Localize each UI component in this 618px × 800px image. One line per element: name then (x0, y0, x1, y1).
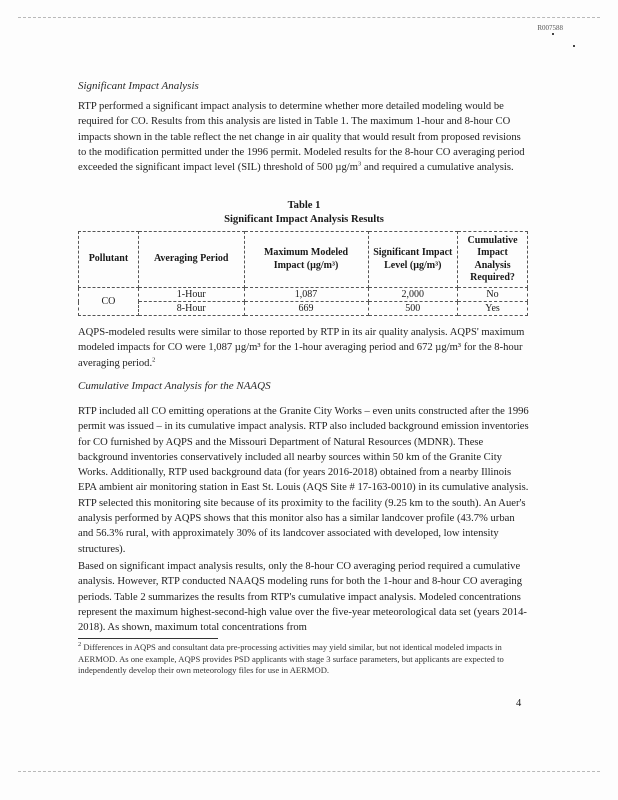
cumulative-impact-heading: Cumulative Impact Analysis for the NAAQS (78, 380, 271, 392)
header-pollutant: Pollutant (79, 232, 139, 288)
sil-cell: 2,000 (368, 288, 458, 302)
pollutant-cell: CO (79, 288, 139, 316)
header-averaging-period: Averaging Period (138, 232, 244, 288)
scan-speck (552, 33, 554, 35)
page-number: 4 (516, 698, 522, 709)
sil-cell: 500 (368, 302, 458, 316)
required-cell: No (458, 288, 528, 302)
table-title: Significant Impact Analysis Results (224, 214, 384, 225)
header-maximum-impact: Maximum Modeled Impact (µg/m³) (244, 232, 368, 288)
footnote-text: Differences in AQPS and consultant data pre-processing activities may yield similar, but not identical modeled impacts in AERMOD. As one example, AQPS provides PSD applicants with stage 3 surface parameters, but applicants are expected to independently develop their own meteorology files for use in AERMOD. (78, 642, 504, 675)
footnote-reference: 2 (152, 356, 156, 364)
document-id: R007588 (537, 24, 563, 32)
results-summary-paragraph: Based on significant impact analysis results, only the 8-hour CO averaging period required a cumulative analysis. However, RTP conducted NAAQS modeling runs for both the 1-hour and 8-hour CO averaging periods. Table 2 summarizes the results from RTP's cumulative impact analysis. Modeled concentrations represent the maximum highest-second-high value over the five-year meteorological data set (years 2014-2018). As shown, maximum total concentrations from (78, 561, 527, 634)
table-caption (78, 199, 530, 227)
table-header-row (79, 232, 528, 288)
required-cell: Yes (458, 302, 528, 316)
impact-cell: 1,087 (244, 288, 368, 302)
significant-impact-table (78, 231, 528, 316)
paragraph-text: AQPS-modeled results were similar to those reported by RTP in its air quality analysis. AQPS' maximum modeled impacts for CO were 1,087 µg/m³ for the 1-hour averaging period and 672 µg/m³ for the 8-hour averaging period. (78, 327, 525, 369)
table-number: Table 1 (287, 200, 321, 211)
significant-impact-paragraph (78, 99, 530, 175)
footnote-rule (78, 638, 218, 639)
impact-cell: 669 (244, 302, 368, 316)
paragraph-text: RTP performed a significant impact analysis to determine whether more detailed modeling would be required for CO. Results from this analysis are listed in Table 1. The maximum 1-hour and 8-hour CO impacts shown in the table reflect the net change in air quality that would result from proposed revisions to the modification permitted under the 1996 permit. Modeled results for the 8-hour CO averaging period exceeded the significant impact level (SIL) threshold of 500 µg/m (78, 101, 525, 174)
table-row (79, 302, 528, 316)
cumulative-impact-paragraph: RTP included all CO emitting operations at the Granite City Works – even units constructed after the 1996 permit was issued – in its cumulative impact analysis. RTP also included background emission inventories for CO furnished by AQPS and the Missouri Department of Natural Resources (MDNR). These background inventories conservatively included all nearby sources within 50 km of the Granite City Works. Additionally, RTP used background data (for years 2016-2018) obtained from a nearby Illinois EPA ambient air monitoring station in East St. Louis (AQS Site # 17-163-0010) in its cumulative analysis. RTP selected this monitoring site because of its proximity to the facility (9.25 km to the south). An Auer's analysis performed by AQPS shows that this monitor also has a similar landcover profile (43.7% urban and 56.3% rural, with approximately 30% of its landcover associated with developed, low intensity structures). (78, 406, 529, 555)
footnote (78, 642, 530, 677)
scan-speck (573, 45, 575, 47)
footnote-mark: 2 (78, 641, 82, 649)
table-row (79, 288, 528, 302)
superscript: 3 (357, 160, 362, 168)
scan-border-top (18, 17, 600, 18)
significant-impact-heading: Significant Impact Analysis (78, 80, 199, 92)
header-cumulative-required: Cumulative Impact Analysis Required? (458, 232, 528, 288)
aqps-results-paragraph (78, 325, 530, 371)
paragraph-text-end: and required a cumulative analysis. (361, 162, 514, 174)
period-cell: 1-Hour (138, 288, 244, 302)
scan-border-bottom (18, 771, 600, 772)
period-cell: 8-Hour (138, 302, 244, 316)
header-significant-impact-level: Significant Impact Level (µg/m³) (368, 232, 458, 288)
